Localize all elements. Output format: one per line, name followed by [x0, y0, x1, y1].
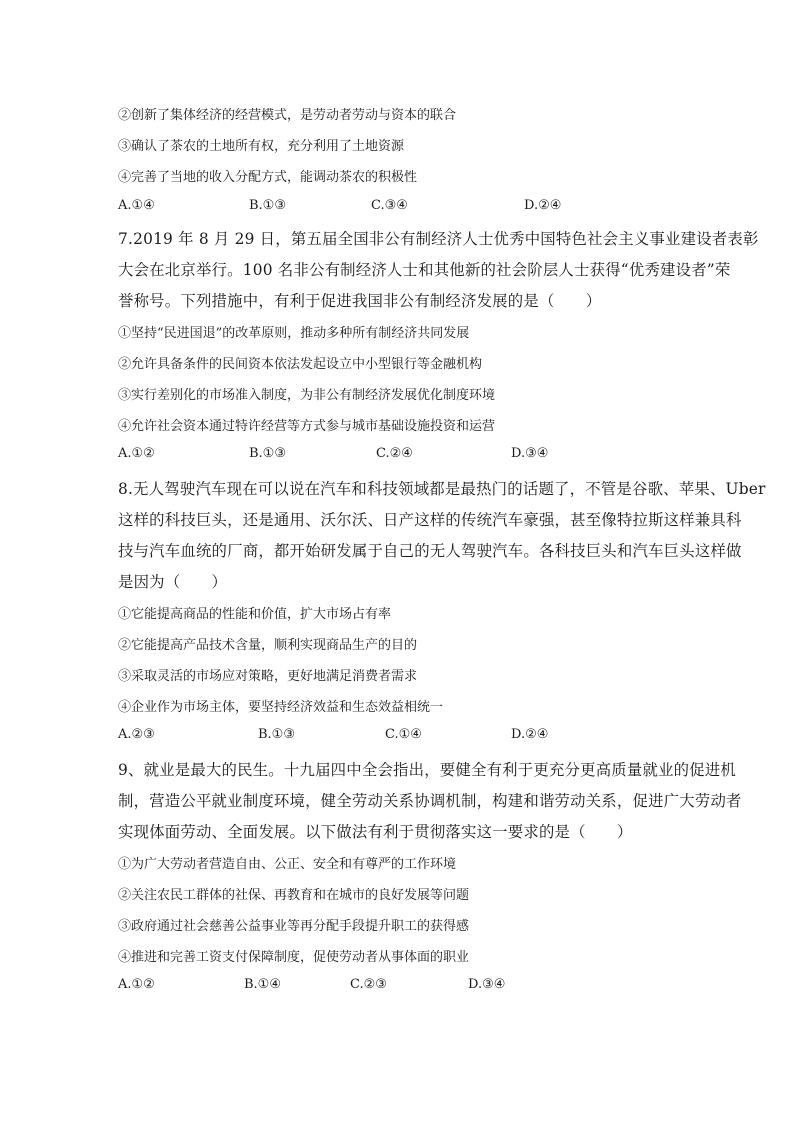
q8-statement-1: ①它能提高商品的性能和价值，扩大市场占有率 [118, 607, 392, 622]
q8-option-c: C.①④ [385, 727, 422, 742]
q7-statement-1: ①坚持“民进国退”的改革原则，推动多种所有制经济共同发展 [118, 326, 470, 341]
q7-statement-4: ④允许社会资本通过特许经营等方式参与城市基础设施投资和运营 [118, 419, 496, 434]
q7-statement-3: ③实行差别化的市场准入制度，为非公有制经济发展优化制度环境 [118, 388, 496, 403]
q8-statement-3: ③采取灵活的市场应对策略，更好地满足消费者需求 [118, 669, 418, 684]
q9-statement-3: ③政府通过社会慈善公益事业等再分配手段提升职工的获得感 [118, 919, 470, 934]
q9-option-d: D.③④ [468, 977, 506, 992]
q6-statement-3: ③确认了茶农的土地所有权，充分利用了土地资源 [118, 139, 405, 154]
q7-statement-2: ②允许具备条件的民间资本依法发起设立中小型银行等金融机构 [118, 357, 483, 372]
q8-statement-4: ④企业作为市场主体，要坚持经济效益和生态效益相统一 [118, 700, 444, 715]
q7-option-b: B.①③ [249, 446, 286, 461]
q8-option-b: B.①③ [258, 727, 295, 742]
q9-statement-2: ②关注农民工群体的社保、再教育和在城市的良好发展等问题 [118, 888, 470, 903]
q8-stem-line-3: 技与汽车血统的厂商，都开始研发属于自己的无人驾驶汽车。各科技巨头和汽车巨头这样做 [118, 542, 742, 560]
q6-option-a: A.①④ [118, 198, 155, 213]
q7-option-a: A.①② [118, 446, 155, 461]
q8-statement-2: ②它能提高产品技术含量，顺利实现商品生产的目的 [118, 638, 418, 653]
q6-statement-4: ④完善了当地的收入分配方式，能调动茶农的积极性 [118, 170, 418, 185]
q9-stem-line-3: 实现体面劳动、全面发展。以下做法有利于贯彻落实这一要求的是（ ） [118, 823, 633, 841]
q9-option-b: B.①④ [244, 977, 281, 992]
q8-option-d: D.②④ [511, 727, 549, 742]
q7-option-c: C.②④ [376, 446, 413, 461]
q9-statement-4: ④推进和完善工资支付保障制度，促使劳动者从事体面的职业 [118, 950, 470, 965]
q9-statement-1: ①为广大劳动者营造自由、公正、安全和有尊严的工作环境 [118, 857, 457, 872]
q9-stem-line-2: 制，营造公平就业制度环境，健全劳动关系协调机制，构建和谐劳动关系，促进广大劳动者 [118, 792, 742, 810]
q8-stem-line-2: 这样的科技巨头，还是通用、沃尔沃、日产这样的传统汽车豪强，甚至像特拉斯这样兼具科 [118, 511, 742, 529]
q7-stem-line-3: 誉称号。下列措施中，有利于促进我国非公有制经济发展的是（ ） [118, 292, 602, 310]
q9-option-c: C.②③ [350, 977, 387, 992]
q9-option-a: A.①② [118, 977, 155, 992]
q6-option-b: B.①③ [249, 198, 286, 213]
q8-option-a: A.②③ [118, 727, 155, 742]
q7-option-d: D.③④ [511, 446, 549, 461]
q8-stem-line-1: 8.无人驾驶汽车现在可以说在汽车和科技领域都是最热门的话题了，不管是谷歌、苹果、Uber [118, 480, 766, 498]
q6-statement-2: ②创新了集体经济的经营模式，是劳动者劳动与资本的联合 [118, 108, 457, 123]
q6-option-c: C.③④ [371, 198, 408, 213]
q9-stem-line-1: 9、就业是最大的民生。十九届四中全会指出，要健全有利于更充分更高质量就业的促进机 [118, 761, 737, 779]
q6-option-d: D.②④ [524, 198, 562, 213]
q7-stem-line-1: 7.2019 年 8 月 29 日，第五届全国非公有制经济人士优秀中国特色社会主义事业建设者表彰 [118, 230, 759, 248]
q8-stem-line-4: 是因为（ ） [118, 573, 228, 591]
q7-stem-line-2: 大会在北京举行。100 名非公有制经济人士和其他新的社会阶层人士获得“优秀建设者”荣 [118, 261, 731, 279]
